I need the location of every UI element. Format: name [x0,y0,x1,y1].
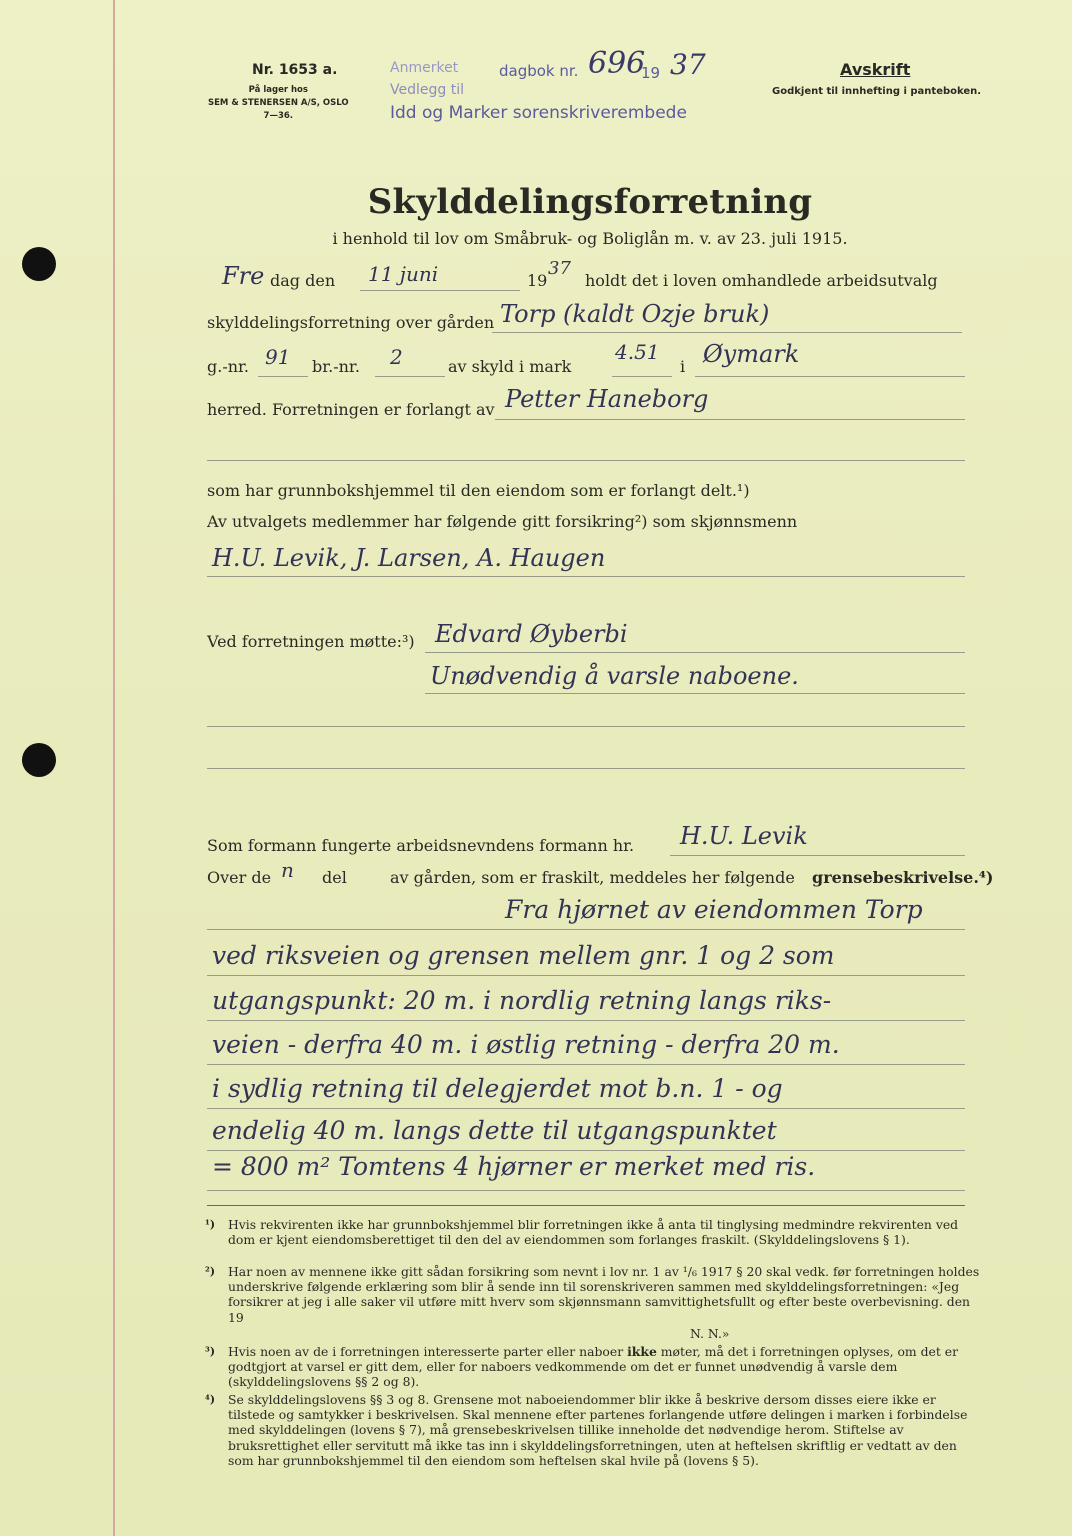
punch-hole-bottom [22,743,56,777]
footnote-2-signature: N. N.» [690,1326,730,1341]
footnote-3-part1: Hvis noen av de i forretningen interesserte parter eller naboer [228,1344,628,1359]
grense-rule-3 [207,1020,965,1021]
motte-handwritten-2: Unødvendig å varsle naboene. [430,662,799,690]
avskrift-label: Avskrift [840,60,911,79]
grense-line-5: i sydlig retning til delegjerdet mot b.n. 1 - og [212,1074,783,1103]
year-handwritten: 37 [548,258,571,279]
medlemmer-handwritten: H.U. Levik, J. Larsen, A. Haugen [212,544,606,572]
dag-den-label: dag den [270,271,336,290]
godkjent-label: Godkjent til innhefting i panteboken. [772,86,982,97]
stamp-year-suffix: 37 [670,48,706,81]
stamp-court: Idd og Marker sorenskriverembede [390,103,687,123]
skyld-rule [612,376,672,377]
stamp-anmerket: Anmerket [390,60,459,76]
forlangt-rule [495,419,965,420]
motte-rule-1 [425,652,965,653]
gnr-rule [258,376,308,377]
stamp-dagbok-label: dagbok nr. [499,62,579,80]
motte-handwritten-1: Edvard Øyberbi [435,620,628,648]
grense-line-4: veien - derfra 40 m. i østlig retning - derfra 20 m. [212,1030,840,1059]
footnote-2: Har noen av mennene ikke gitt sådan forsikring som nevnt i lov nr. 1 av ¹/₆ 1917 § 20 skal vedk. før forretningen holdes underskrive følgende erklæring som blir å sende inn til sorenskriveren sammen med skylddelingsforretningen: «Jeg forsikrer at jeg i alle saker vil utføre mitt hverv som skjønnsmann samvittighetsfullt og efter beste overbevisning. den 19 [228,1264,980,1325]
formann-rule [670,855,965,856]
grense-rule-1 [207,929,965,930]
over-den-label: Over de [207,868,272,887]
grense-line-7: = 800 m² Tomtens 4 hjørner er merket med ris. [212,1152,816,1181]
footnote-1-mark: ¹) [205,1218,216,1231]
motte-rule-3 [207,726,965,727]
grunnbok-text: som har grunnbokshjemmel til den eiendom som er forlangt delt.¹) [207,481,750,500]
dagbok-number: 696 [588,46,646,81]
grense-line-3: utgangspunkt: 20 m. i nordlig retning langs riks- [212,986,832,1015]
footnote-separator [207,1205,965,1206]
gnr-handwritten: 91 [265,345,291,369]
year-prefix-label: 19 [527,271,548,290]
grense-rule-7 [207,1190,965,1191]
motte-rule-2 [425,693,965,694]
footnote-3-bold: ikke [627,1344,657,1359]
del-label: del [322,868,347,887]
punch-hole-top [22,247,56,281]
footnote-1: Hvis rekvirenten ikke har grunnbokshjemmel blir forretningen ikke å anta til tinglysing medmindre rekvirenten ved dom er kjent eiendomsberettiget til den del av eiendommen som forlanges fraskilt. (Skylddelingslovens § 1). [228,1217,959,1248]
weekday-handwritten: Fre [222,262,265,290]
herred-label: herred. Forretningen er forlangt av [207,400,495,419]
grensebeskrivelse-label: grensebeskrivelse.⁴) [812,868,994,887]
skyld-handwritten: 4.51 [615,340,660,364]
brnr-handwritten: 2 [390,345,403,369]
footnote-3-mark: ³) [205,1345,216,1358]
gnr-label: g.-nr. [207,357,250,376]
footnote-3-part2: møter, må det i forretningen oplyses, om det er godtgjort at varsel er gitt dem, eller for naboers vedkommende om det er funnet unødvendig å varsle dem (skylddelingslovens §§ 2 og 8). [228,1344,959,1390]
grense-line-2: ved riksveien og grensen mellem gnr. 1 og 2 som [212,941,835,970]
printer-line2: SEM & STENERSEN A/S, OSLO [208,98,349,108]
av-garden-text: av gården, som er fraskilt, meddeles her følgende [390,868,795,887]
i-label: i [680,357,686,376]
medlemmer-text: Av utvalgets medlemmer har følgende gitt forsikring²) som skjønnsmenn [207,512,798,531]
formann-handwritten: H.U. Levik [680,822,808,850]
grense-line-1: Fra hjørnet av eiendommen Torp [505,895,923,924]
document-subtitle: i henhold til lov om Småbruk- og Boliglån m. v. av 23. juli 1915. [332,229,848,248]
blank-rule-1 [207,460,965,461]
footnote-2-mark: ²) [205,1265,216,1278]
holdt-text: holdt det i loven omhandlede arbeidsutvalg [585,271,938,290]
grense-rule-6 [207,1150,965,1151]
footnote-4-mark: ⁴) [205,1393,216,1406]
date-handwritten: 11 juni [368,262,439,286]
grense-rule-4 [207,1064,965,1065]
stamp-year-prefix: 19 [641,64,661,82]
brnr-label: br.-nr. [312,357,360,376]
footnote-4: Se skylddelingslovens §§ 3 og 8. Grensene mot naboeiendommer blir ikke å beskrive dersom disses eiere ikke er tilstede og samtykker i beskrivelsen. Skal mennene efter partenes forlangende utføre delingen i marken i forbindelse med skylddelingen (lovens § 7), må grensebeskrivelsen tillike inneholde det nødvendige herom. Stiftelse av bruksrettighet eller servitutt må ikke tas inn i skylddelingsforretningen, uten at heftelsen skriftlig er vedtatt av den som har grunnbokshjemmel til den eiendom som heftelsen skal hvile på (lovens § 5). [228,1392,968,1468]
motte-label: Ved forretningen møtte:³) [207,632,415,651]
garden-rule [492,332,962,333]
herred-rule [695,376,965,377]
printer-imprint [208,84,349,123]
date-rule [360,290,520,291]
medlemmer-rule [207,576,965,577]
printer-line1: På lager hos [248,85,308,95]
herred-handwritten: Øymark [703,340,800,368]
grense-rule-5 [207,1108,965,1109]
skyld-label: av skyld i mark [448,357,572,376]
motte-rule-4 [207,768,965,769]
over-garden-label: skylddelingsforretning over gården [207,313,495,332]
grense-rule-2 [207,975,965,976]
garden-handwritten: Torp (kaldt Ozje bruk) [500,300,770,328]
brnr-rule [375,376,445,377]
forlangt-handwritten: Petter Haneborg [505,385,709,413]
document-title: Skylddelingsforretning [367,182,813,222]
printer-line3: 7—36. [263,111,294,121]
footnote-3 [228,1344,980,1390]
form-number: Nr. 1653 a. [252,62,338,78]
grense-line-6: endelig 40 m. langs dette til utgangspunktet [212,1116,777,1145]
formann-label: Som formann fungerte arbeidsnevndens formann hr. [207,836,635,855]
over-den-handwritten: n [281,858,294,882]
stamp-vedlegg: Vedlegg til [390,82,464,98]
